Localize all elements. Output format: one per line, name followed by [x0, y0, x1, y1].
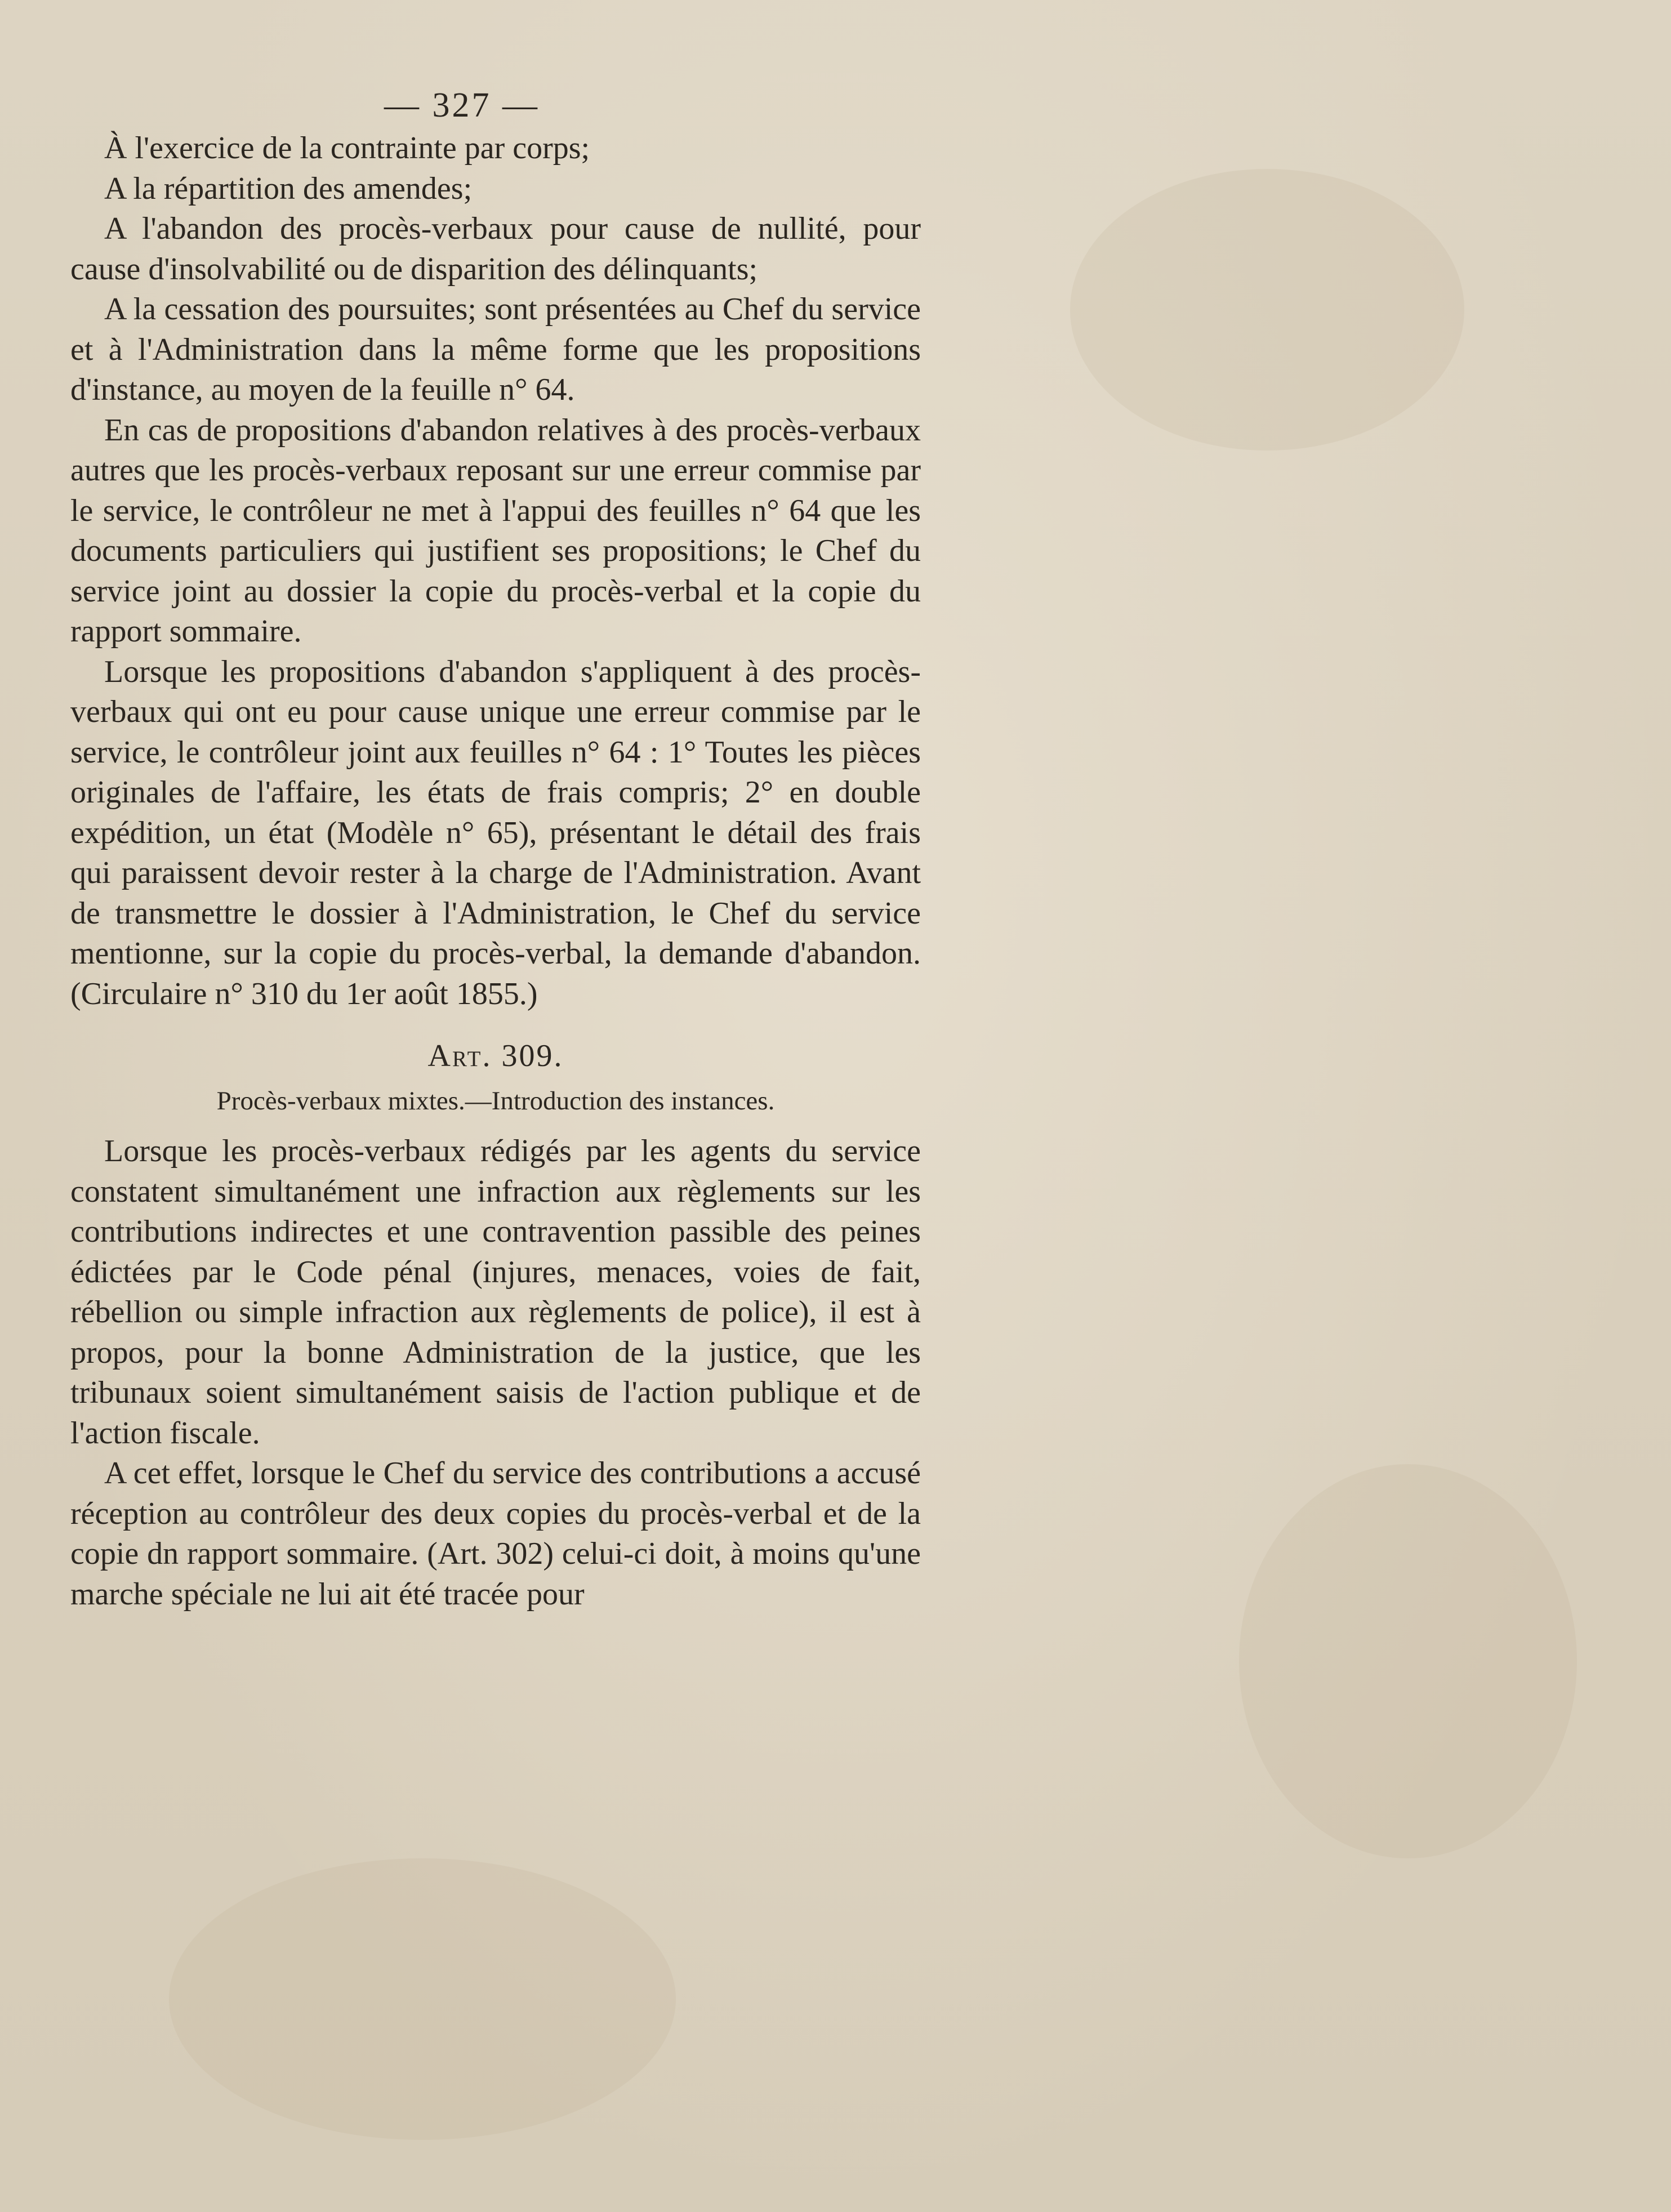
paragraph: A la cessation des poursuites; sont présentées au Chef du service et à l'Administration dans la même forme que les propositions d'instance, au moyen de la feuille n° 64. [70, 292, 921, 407]
paragraph: Lorsque les propositions d'abandon s'appliquent à des procès-verbaux qui ont eu pour cause unique une erreur commise par le service, le contrôleur joint aux feuilles n° 64 : 1° Toutes les pièces originales de l'affaire, les états de frais compris; 2° en double expédition, un état (Modèle n° 65), présentant le détail des frais qui paraissent devoir rester à la charge de l'Administration. Avant de transmettre le dossier à l'Administration, le Chef du service mentionne, sur la copie du procès-verbal, la demande d'abandon. (Circulaire n° 310 du 1er août 1855.) [70, 654, 921, 1011]
paper-stain [1239, 1464, 1577, 1858]
page-number: — 327 — [384, 86, 540, 124]
paragraph: En cas de propositions d'abandon relatives à des procès-verbaux autres que les procès-verbaux reposant sur une erreur commise par le service, le contrôleur ne met à l'appui des feuilles n° 64 que les documents particuliers qui justifient ses propositions; le Chef du service joint au dossier la copie du procès-verbal et la copie du rapport sommaire. [70, 412, 921, 649]
page-text-block [70, 84, 921, 1615]
article-title [70, 1036, 921, 1076]
paragraph: A cet effet, lorsque le Chef du service des contributions a accusé réception au contrôleur des deux copies du procès-verbal et de la copie dn rapport sommaire. (Art. 302) celui-ci doit, à moins qu'une marche spéciale ne lui ait été tracée pour [70, 1456, 921, 1612]
paper-stain [1070, 169, 1464, 451]
paper-stain [169, 1858, 676, 2140]
paragraph: A l'abandon des procès-verbaux pour cause de nullité, pour cause d'insolvabilité ou de disparition des délinquants; [70, 211, 921, 287]
paragraph: A la répartition des amendes; [104, 171, 473, 206]
article-title-text: Art. 309. [427, 1038, 564, 1073]
paragraph: À l'exercice de la contrainte par corps; [104, 131, 590, 166]
article-subtitle: Procès-verbaux mixtes.—Introduction des instances. [216, 1086, 775, 1116]
paragraph: Lorsque les procès-verbaux rédigés par les agents du service constatent simultanément une infraction aux règlements sur les contributions indirectes et une contravention passible des peines édictées par le Code pénal (injures, menaces, voies de fait, rébellion ou simple infraction aux règlements de police), il est à propos, pour la bonne Administration de la justice, que les tribunaux soient simultanément saisis de l'action publique et de l'action fiscale. [70, 1134, 921, 1451]
